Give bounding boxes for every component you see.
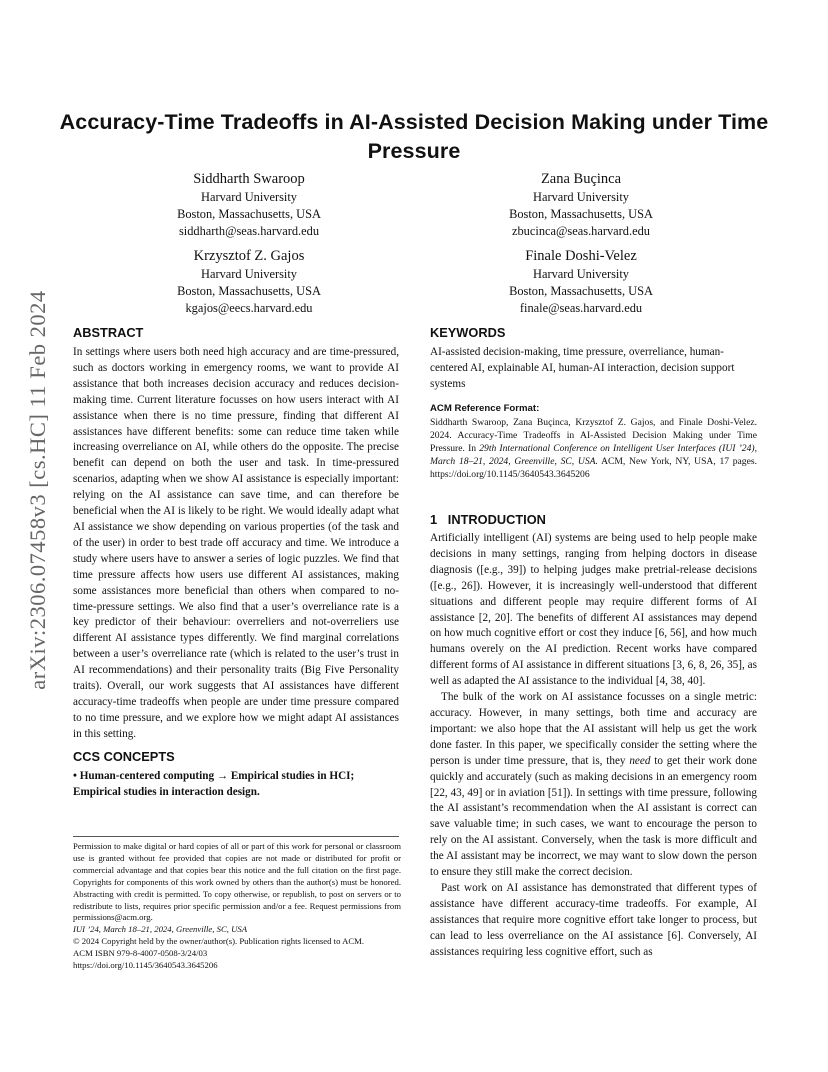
author-location: Boston, Massachusetts, USA (509, 283, 653, 298)
author-location: Boston, Massachusetts, USA (177, 206, 321, 221)
doi-line: https://doi.org/10.1145/3640543.3645206 (73, 960, 218, 971)
author-location: Boston, Massachusetts, USA (177, 283, 321, 298)
intro-p2-emphasis: need (629, 754, 651, 767)
acm-ref-authors: Siddharth Swaroop, Zana Buçinca, Krzysztof Z. Gajos, and Finale Doshi-Velez. 2024. Accuracy-Time Tradeoffs in AI-Assisted Decision Making under Time Pressure. In (430, 417, 757, 454)
author-block (431, 170, 731, 239)
author-name: Siddharth Swaroop (193, 171, 305, 187)
abstract-text: In settings where users both need high accuracy and are time-pressured, such as doctors working in emergency rooms, we want to provide AI assistance that both increases decision accuracy and reduces decision-making time. Current literature focusses on how users interact with AI assistance when there is no time pressure, finding that different AI assistances have different benefits: some can reduce time taken while increasing overreliance on AI, while others do the opposite. The precise benefit can depend on both the user and task. In time-pressured scenarios, adapting when we show AI assistance is especially important: relying on the AI assistance can save time, and can therefore be beneficial when the AI is likely to be right. We would ideally adapt what AI assistance we show depending on various properties (of the task and of the user) in order to best trade off accuracy and time. We introduce a study where users have to answer a series of logic puzzles. We find that time pressure affects how users use different AI assistances, making some assistances more beneficial than others when compared to no-time-pressure settings. We also find that a user’s overreliance rate is a key predictor of their behaviour: overreliers and not-overreliers use different AI assistance types differently. We find marginal correlations between a user’s overreliance rate (which is related to the user’s trust in AI recommendations) and their personality traits (Big Five Personality traits). Overall, our work suggests that AI assistances have different accuracy-time tradeoffs when people are under time pressure compared to no time pressure, and we explore how we might adapt AI assistances in this setting. (73, 346, 399, 740)
ccs-concepts: • Human-centered computing → Empirical studies in HCI; Empirical studies in interaction design. (73, 770, 355, 798)
author-block (431, 247, 731, 316)
keywords-heading: KEYWORDS (430, 325, 506, 340)
author-name: Zana Buçinca (540, 171, 622, 187)
intro-p2-start: The bulk of the work on AI assistance focusses on a single metric: accuracy. However, in many settings, both time and accuracy are important: we also hope that the AI assistant will help us get the work done faster. In this paper, we specifically consider the setting where the person is under time pressure, that is, they (430, 691, 757, 767)
intro-heading: 1 INTRODUCTION (430, 512, 546, 527)
arxiv-id: arXiv:2306.07458v3 [cs.HC] 11 Feb 2024 (25, 290, 50, 690)
author-affiliation: Harvard University (201, 267, 297, 281)
author-affiliation: Harvard University (533, 190, 629, 204)
author-location: Boston, Massachusetts, USA (509, 206, 653, 221)
permission-notice: Permission to make digital or hard copies of all or part of this work for personal or classroom use is granted without fee provided that copies are not made or distributed for profit or commercial advantage and that copies bear this notice and the full citation on the first page. Copyrights for components of this work owned by others than the author(s) must be honored. Abstracting with credit is permitted. To copy otherwise, or republish, to post on servers or to redistribute to lists, requires prior specific permission and/or a fee. Request permissions from permissions@acm.org. (73, 841, 401, 923)
intro-body (430, 531, 757, 960)
acm-ref-heading: ACM Reference Format: (430, 403, 540, 414)
acm-ref-venue: 29th International Conference on Intelligent User Interfaces (IUI ’24), March 18–21, 2024, Greenville, SC, USA. (430, 443, 757, 467)
author-name: Finale Doshi-Velez (525, 248, 637, 264)
intro-paragraph-3: Past work on AI assistance has demonstrated that different types of assistance have different accuracy-time tradeoffs. For example, AI assistances that require more cognitive effort take longer to process, but can lead to less overreliance on the AI assistance [6]. Conversely, AI assistances requiring less cognitive effort, such as (430, 881, 757, 958)
abstract-heading: ABSTRACT (73, 325, 144, 340)
author-email: finale@seas.harvard.edu (519, 300, 643, 315)
acm-ref-tail: ACM, New York, NY, USA, 17 pages. https://doi.org/10.1145/3640543.3645206 (430, 456, 757, 480)
author-block (99, 247, 399, 316)
footnote-rule (73, 836, 399, 837)
author-email: zbucinca@seas.harvard.edu (511, 223, 650, 238)
author-email: kgajos@eecs.harvard.edu (185, 300, 313, 315)
intro-p2-end: to get their work done quickly and accurately (such as making decisions in an emergency room [22, 43, 49] or in aviation [51]). In settings with time pressure, following the AI assistant’s recommendation when the AI assistant is correct can save valuable time; in such cases, we want to encourage the person to rely on the AI assistant. Conversely, when the task is more difficult and the AI assistant may be incorrect, we may want to slow down the person to ensure they still make the correct decision. (430, 754, 757, 879)
intro-paragraph-1: Artificially intelligent (AI) systems are being used to help people make decisions in many settings, ranging from helping doctors in disease diagnosis ([e.g., 39]) to helping judges make pretrial-release decisions ([e.g., 26]). However, it is increasingly well-understood that different situations and different people may require different forms of AI assistance [2, 20]. The benefits of different AI assistances may depend on how much cognitive effort or cost they induce [6, 56], and how much humans overely on the AI prediction. Recent works have compared different forms of AI assistance in different situations [3, 6, 8, 26, 35], as well as adapted the AI assistance to the individual [4, 38, 40]. (430, 532, 757, 688)
author-affiliation: Harvard University (201, 190, 297, 204)
author-email: siddharth@seas.harvard.edu (178, 223, 320, 238)
copyright-line: © 2024 Copyright held by the owner/author(s). Publication rights licensed to ACM. (73, 936, 365, 947)
footnote (73, 841, 401, 972)
venue-line: IUI ’24, March 18–21, 2024, Greenville, SC, USA (73, 924, 248, 935)
paper-title: Accuracy-Time Tradeoffs in AI-Assisted Decision Making under Time Pressure (59, 110, 769, 163)
acm-reference (430, 416, 757, 481)
keywords-text: AI-assisted decision-making, time pressure, overreliance, human-centered AI, explainable AI, human-AI interaction, decision support systems (430, 346, 735, 390)
author-name: Krzysztof Z. Gajos (193, 248, 305, 264)
ccs-heading: CCS CONCEPTS (73, 749, 175, 764)
isbn-line: ACM ISBN 979-8-4007-0508-3/24/03 (73, 948, 208, 959)
author-affiliation: Harvard University (533, 267, 629, 281)
intro-paragraph-2 (430, 690, 757, 881)
arxiv-stamp (18, 260, 58, 720)
author-block (99, 170, 399, 239)
